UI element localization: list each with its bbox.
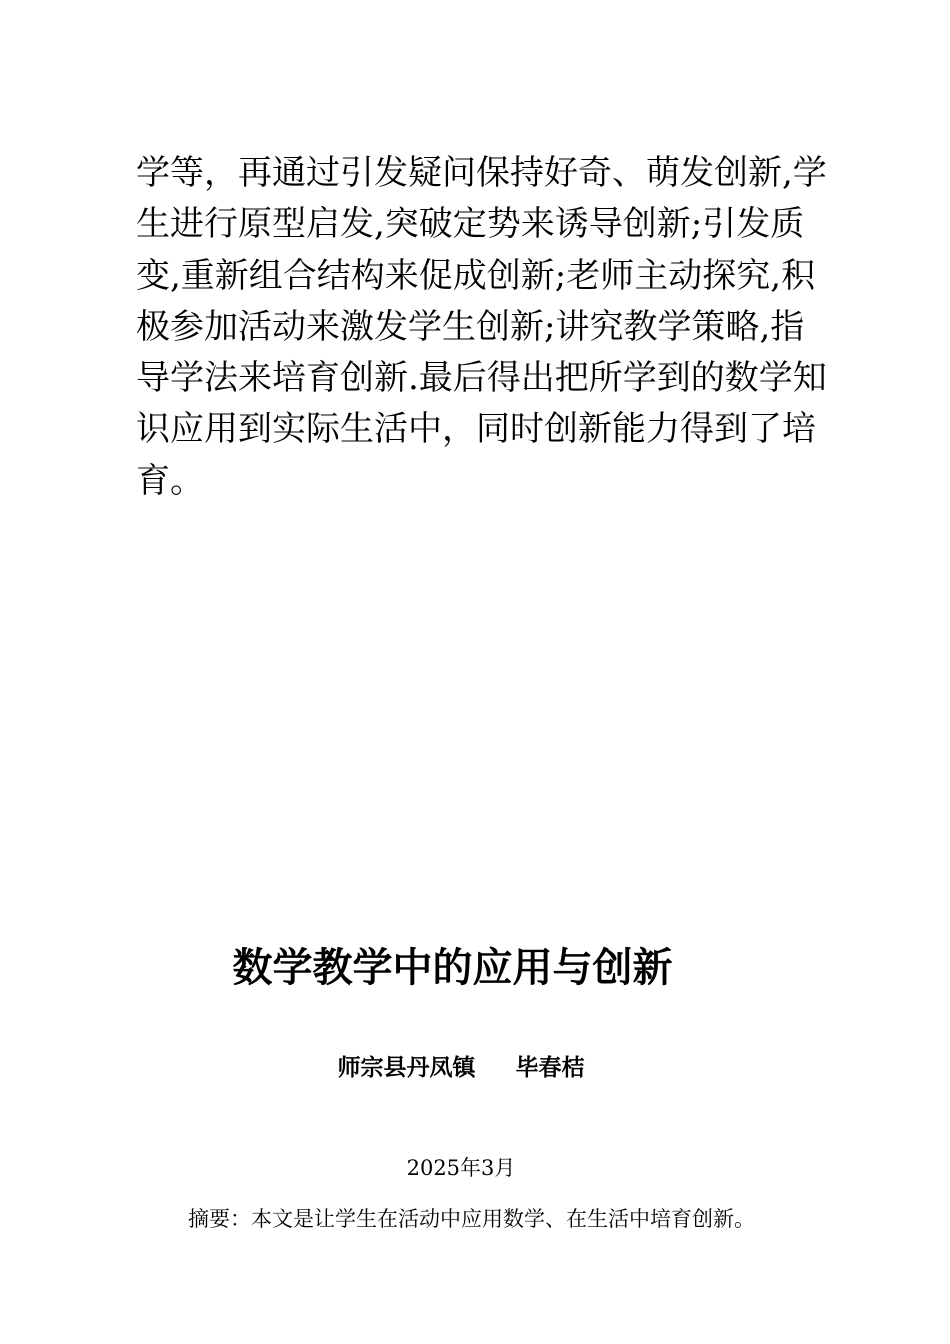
body-text-line: 育。 [136,460,204,501]
author-name: 毕春桔 [515,1055,585,1081]
abstract-text: 摘要：本文是让学生在活动中应用数学、在生活中培育创新。 [188,1207,755,1231]
body-text-line: 生进行原型启发,突破定势来诱导创新;引发质 [136,204,805,245]
body-text-line: 导学法来培育创新.最后得出把所学到的数学知 [136,358,827,399]
body-text-line: 学等，再通过引发疑问保持好奇、萌发创新,学 [136,153,827,193]
body-text-block [136,148,866,507]
article-title: 数学教学中的应用与创新 [232,945,673,991]
body-text-line: 变,重新组合结构来促成创新;老师主动探究,积 [136,255,816,296]
author-line [0,1050,922,1086]
body-text-line: 极参加活动来激发学生创新;讲究教学策略,指 [136,306,805,347]
body-text-line: 识应用到实际生活中，同时创新能力得到了培 [136,409,816,450]
author-place: 师宗县丹凤镇 [337,1055,476,1081]
article-date: 2025年3月 [406,1156,516,1180]
